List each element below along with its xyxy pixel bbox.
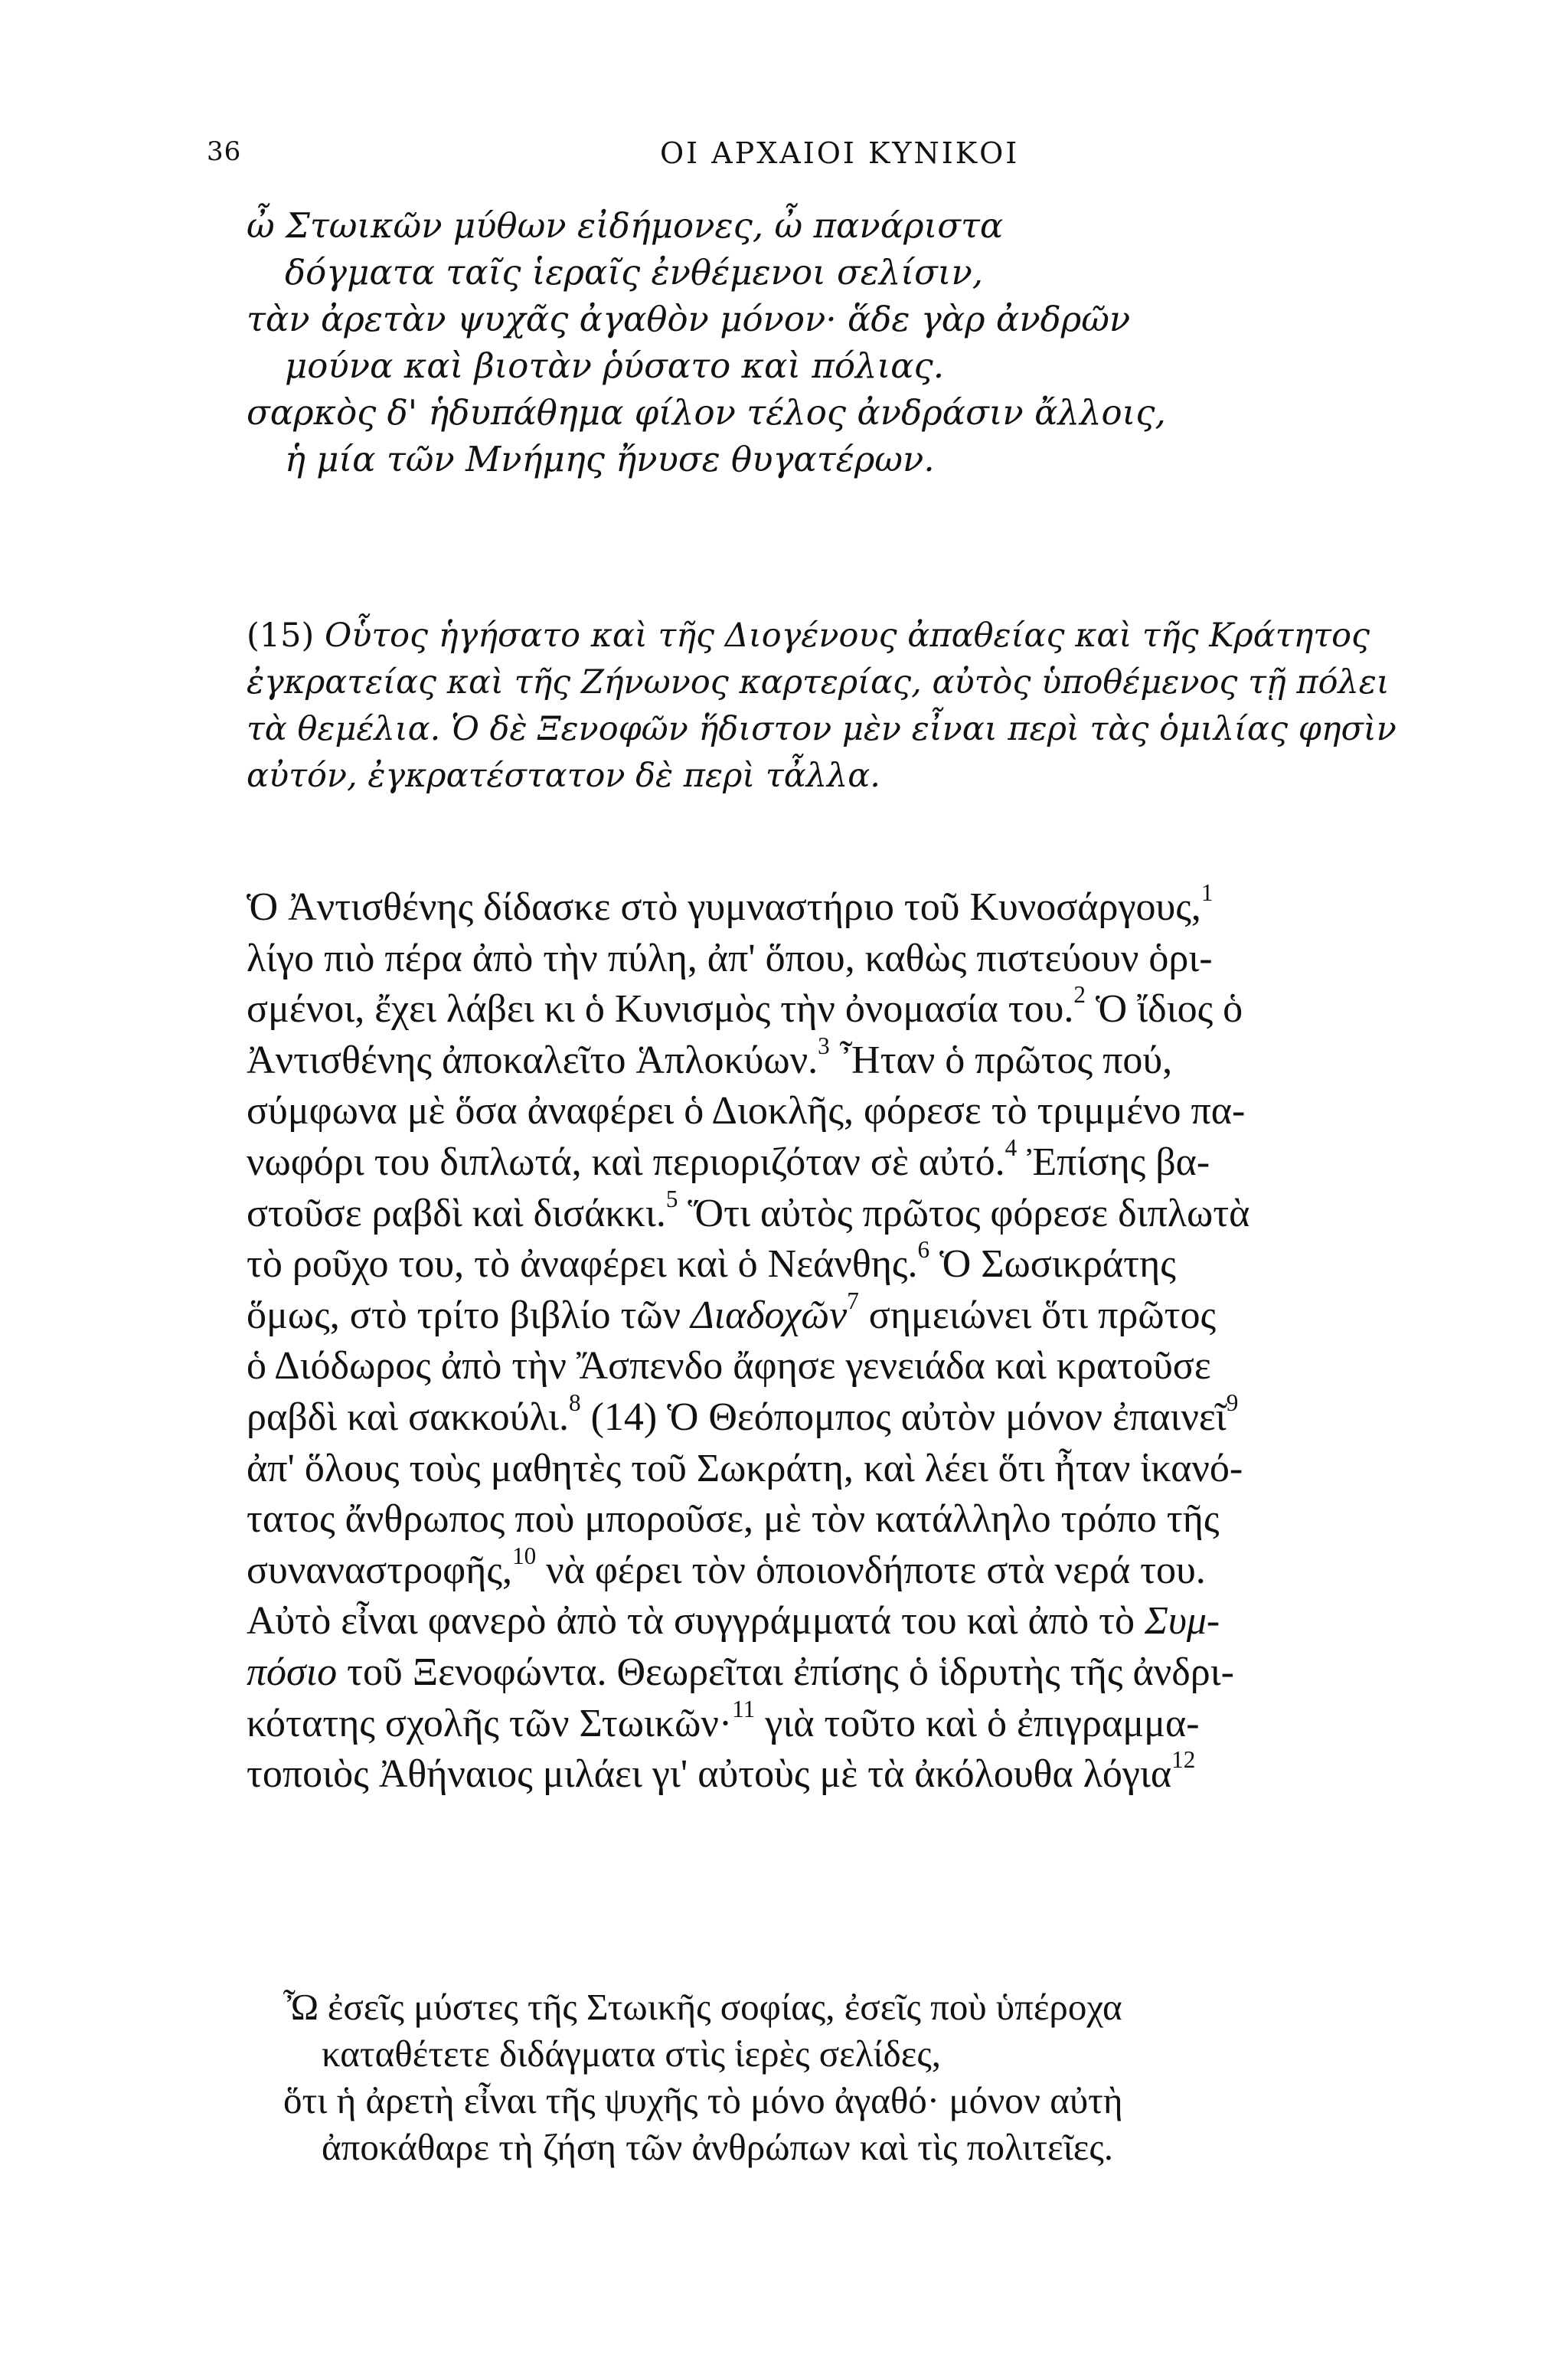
- line-text: τοῦ Ξενοφώντα. Θεωρεῖται ἐπίσης ὁ ἱδρυτὴς τῆς ἀνδρι-: [337, 1650, 1234, 1694]
- paragraph-line: αὐτόν, ἐγκρατέστατον δὲ περὶ τἆλλα.: [247, 757, 880, 795]
- work-title: Διαδοχῶν: [691, 1293, 848, 1337]
- line-text: Ὁ Σωσικράτης: [929, 1242, 1176, 1287]
- paragraph-line: [247, 1542, 1250, 1597]
- running-head: [207, 136, 1508, 182]
- verse-line: ἀποκάθαρε τὴ ζήση τῶν ἀνθρώπων καὶ τὶς πολιτεῖες.: [322, 2126, 1114, 2168]
- verse-line: Ὦ ἐσεῖς μύστες τῆς Στωικῆς σοφίας, ἐσεῖς ποὺ ὑπέροχα: [283, 1986, 1122, 2028]
- paragraph-line: τατος ἄνθρωπος ποὺ μποροῦσε, μὲ τὸν κατάλληλο τρόπο τῆς: [247, 1497, 1220, 1542]
- verse-line: δόγματα ταῖς ἱεραῖς ἐνθέμενοι σελίσιν,: [285, 252, 984, 293]
- paragraph-line: [247, 1185, 1250, 1240]
- footnote-ref[interactable]: 1: [1200, 879, 1214, 907]
- footnote-ref[interactable]: 5: [665, 1185, 678, 1212]
- line-text: κότατης σχολῆς τῶν Στωικῶν·: [247, 1701, 733, 1745]
- paragraph-line: [247, 1647, 1250, 1699]
- line-text: νωφόρι του διπλωτά, καὶ περιοριζόταν σὲ αὐτό.: [247, 1140, 1005, 1184]
- paragraph-line: λίγο πιὸ πέρα ἀπὸ τὴν πύλη, ἀπ' ὅπου, καθὼς πιστεύουν ὁρι-: [247, 936, 1213, 980]
- paragraph-line: [247, 1032, 1250, 1087]
- line-text: στοῦσε ραβδὶ καὶ δισάκκι.: [247, 1191, 666, 1235]
- page-number: 36: [207, 136, 242, 167]
- paragraph-line: [247, 1596, 1250, 1647]
- paragraph-line: ἀπ' ὅλους τοὺς μαθητὲς τοῦ Σωκράτη, καὶ λέει ὅτι ἦταν ἱκανό-: [247, 1446, 1243, 1490]
- verse-line: καταθέτετε διδάγματα στὶς ἱερὲς σελίδες,: [322, 2033, 942, 2075]
- greek-paragraph: [247, 613, 1396, 800]
- line-text: Ἦταν ὁ πρῶτος πού,: [829, 1038, 1173, 1082]
- line-text: Ὁ Ἀντισθένης δίδασκε στὸ γυμναστήριο τοῦ Κυνοσάργους,: [247, 885, 1201, 929]
- footnote-ref[interactable]: 7: [847, 1287, 859, 1314]
- line-text: Ἀντισθένης ἀποκαλεῖτο Ἁπλοκύων.: [247, 1038, 818, 1082]
- epigram-translation: [283, 1984, 1122, 2170]
- paragraph-line: τὰ θεμέλια. Ὁ δὲ Ξενοφῶν ἥδιστον μὲν εἶναι περὶ τὰς ὁμιλίας φησὶν: [247, 710, 1396, 748]
- verse-line: σαρκὸς δ' ἡδυπάθημα φίλον τέλος ἀνδράσιν ἄλλοις,: [247, 392, 1166, 433]
- footnote-ref[interactable]: 6: [917, 1236, 930, 1264]
- line-text: (14) Ὁ Θεόπομπος αὐτὸν μόνον ἐπαινεῖ: [580, 1395, 1227, 1439]
- line-text: Ἐπίσης βα-: [1017, 1140, 1210, 1184]
- verse-line: ὦ Στωικῶν μύθων εἰδήμονες, ὦ πανάριστα: [247, 205, 1004, 246]
- footnote-ref[interactable]: 12: [1171, 1746, 1196, 1774]
- paragraph-line: [247, 1236, 1250, 1290]
- footnote-ref[interactable]: 9: [1226, 1388, 1239, 1416]
- line-text: συναναστροφῆς,: [247, 1548, 512, 1592]
- footnote-ref[interactable]: 2: [1073, 981, 1086, 1009]
- paragraph-line: [247, 1695, 1250, 1750]
- footnote-ref[interactable]: 10: [511, 1542, 537, 1569]
- paragraph-line: [247, 613, 1396, 659]
- footnote-ref[interactable]: 8: [568, 1388, 581, 1416]
- paragraph-line: [247, 1388, 1250, 1444]
- paragraph-line: [247, 1287, 1250, 1342]
- paragraph-line: σύμφωνα μὲ ὅσα ἀναφέρει ὁ Διοκλῆς, φόρεσε τὸ τριμμένο πα-: [247, 1089, 1246, 1133]
- line-text: Ὁ ἴδιος ὁ: [1085, 987, 1243, 1032]
- paragraph-line: ὁ Διόδωρος ἀπὸ τὴν Ἄσπενδο ἄφησε γενειάδα καὶ κρατοῦσε: [247, 1344, 1211, 1388]
- verse-line: ἡ μία τῶν Μνήμης ἤνυσε θυγατέρων.: [285, 439, 935, 479]
- verse-line: ὅτι ἡ ἀρετὴ εἶναι τῆς ψυχῆς τὸ μόνο ἀγαθό· μόνον αὐτὴ: [283, 2079, 1123, 2121]
- line-text: ραβδὶ καὶ σακκούλι.: [247, 1395, 569, 1439]
- running-title: ΟΙ ΑΡΧΑΙΟΙ ΚΥΝΙΚΟΙ: [660, 136, 1020, 170]
- translation-paragraph: [247, 879, 1250, 1801]
- line-text: Ὅτι αὐτὸς πρῶτος φόρεσε διπλωτὰ: [678, 1191, 1250, 1235]
- paragraph-line: [247, 1746, 1250, 1801]
- line-text: νὰ φέρει τὸν ὁποιονδήποτε στὰ νερά του.: [536, 1548, 1206, 1592]
- line-text: σμένοι, ἔχει λάβει κι ὁ Κυνισμὸς τὴν ὀνομασία του.: [247, 987, 1074, 1032]
- paragraph-line: [247, 981, 1250, 1035]
- paragraph-line: [247, 1134, 1250, 1189]
- line-text: Οὗτος ἡγήσατο καὶ τῆς Διογένους ἀπαθείας καὶ τῆς Κράτητος: [324, 617, 1370, 655]
- work-title: πόσιο: [247, 1650, 338, 1694]
- footnote-ref[interactable]: 3: [818, 1032, 830, 1059]
- line-text: σημειώνει ὅτι πρῶτος: [858, 1293, 1217, 1337]
- epigram-greek: [247, 202, 1166, 482]
- paragraph-line: [247, 879, 1250, 934]
- section-number: (15): [247, 617, 325, 655]
- line-text: Αὐτὸ εἶναι φανερὸ ἀπὸ τὰ συγγράμματά του καὶ ἀπὸ τὸ: [247, 1599, 1145, 1644]
- verse-line: τὰν ἀρετὰν ψυχᾶς ἀγαθὸν μόνον· ἅδε γὰρ ἀνδρῶν: [247, 299, 1131, 339]
- work-title: Συμ-: [1145, 1599, 1220, 1644]
- line-text: τοποιὸς Ἀθήναιος μιλάει γι' αὐτοὺς μὲ τὰ ἀκόλουθα λόγια: [247, 1752, 1172, 1797]
- footnote-ref[interactable]: 11: [732, 1695, 756, 1722]
- paragraph-line: ἐγκρατείας καὶ τῆς Ζήνωνος καρτερίας, αὐτὸς ὑποθέμενος τῇ πόλει: [247, 663, 1390, 702]
- line-text: γιὰ τοῦτο καὶ ὁ ἐπιγραμμα-: [755, 1701, 1200, 1745]
- line-text: ὅμως, στὸ τρίτο βιβλίο τῶν: [247, 1293, 691, 1337]
- verse-line: μούνα καὶ βιοτὰν ῥύσατο καὶ πόλιας.: [285, 345, 945, 386]
- footnote-ref[interactable]: 4: [1004, 1134, 1018, 1162]
- line-text: τὸ ροῦχο του, τὸ ἀναφέρει καὶ ὁ Νεάνθης.: [247, 1242, 918, 1287]
